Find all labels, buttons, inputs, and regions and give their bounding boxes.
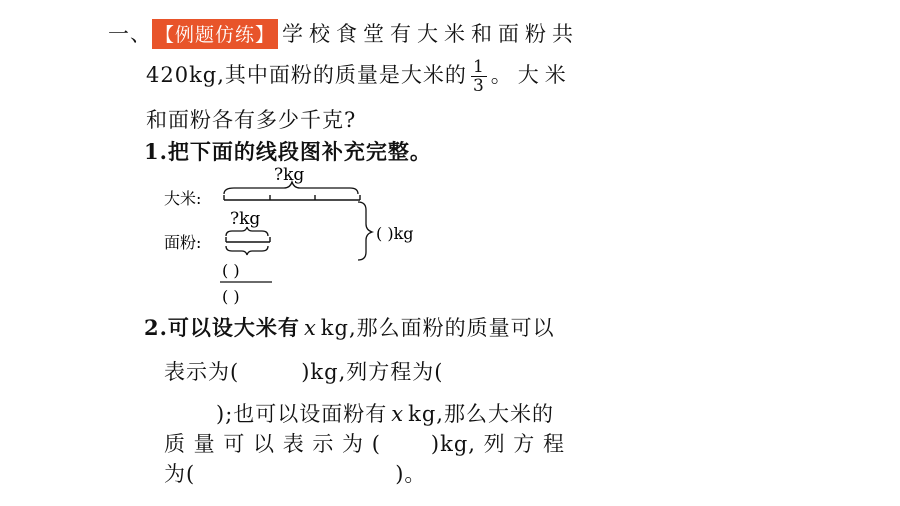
part2-text-3b: kg,那么大米的 [408,402,554,426]
flour-brace-label: ?kg [230,209,261,229]
part2-line-4 [164,428,565,458]
part2-line-1 [144,312,555,342]
part2-line-3 [216,398,554,428]
part2-text-1-suffix: kg,那么面粉的质量可以 [320,316,555,340]
fraction-numerator: 1 [472,57,485,77]
problem-line-2 [146,58,572,95]
part2-text-5b: )。 [395,462,427,486]
problem-text-1: 学校食堂有大米和面粉共 [282,22,580,46]
example-tag: 【例题仿练】 [152,19,278,49]
fraction-numerator-blank: ( ) [222,261,240,280]
rice-label: 大米: [164,189,202,208]
part1-prompt: 1.把下面的线段图补充完整。 [144,139,432,164]
part2-text-4b: )kg, 列 方 程 [430,432,565,456]
part2-text-5a: 为( [164,462,196,486]
variable-x-2: x [391,402,405,426]
part2-text-2a: 表示为( [164,360,240,384]
line-segment-diagram [150,158,490,308]
part2-line-5 [164,458,426,488]
problem-line-3: 和面粉各有多少千克? [146,108,357,132]
problem-number: 一、 [108,22,152,46]
part2-text-2b: )kg,列方程为( [301,360,444,384]
fraction-denominator-blank: ( ) [222,287,240,306]
flour-label: 面粉: [164,233,202,252]
part2-text-4a: 质 量 可 以 表 示 为 ( [164,432,381,456]
variable-x-1: x [303,316,317,340]
rice-brace-label: ?kg [274,165,305,185]
problem-text-2-suffix: 。大米 [490,63,572,87]
problem-line-1 [108,18,579,49]
part2-line-2 [164,356,443,386]
fraction-denominator: 3 [472,76,485,96]
part2-text-3a: );也可以设面粉有 [216,402,388,426]
total-brace [358,202,372,260]
problem-text-2: 420kg,其中面粉的质量是大米的 [146,63,467,87]
flour-bottom-brace [226,246,268,255]
fraction-one-third [471,58,487,95]
part2-text-1: 2.可以设大米有 [144,315,300,340]
rice-brace [224,182,358,194]
total-blank: ( )kg [376,224,414,243]
